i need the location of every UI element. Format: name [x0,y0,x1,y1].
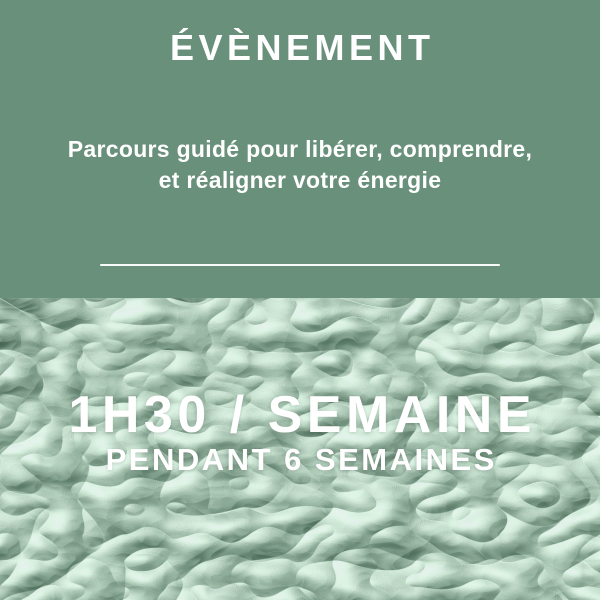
divider-line [100,264,500,266]
water-section [0,298,600,600]
header-section [0,0,600,298]
schedule-duration: 1H30 / SEMAINE [68,386,537,444]
schedule-frequency: PENDANT 6 SEMAINES [105,442,497,477]
event-subtitle [0,134,600,196]
event-title: ÉVÈNEMENT [169,27,435,68]
schedule-block [0,298,600,600]
event-subtitle-line2: et réaligner votre énergie [158,167,442,193]
event-subtitle-line1: Parcours guidé pour libérer, comprendre, [67,136,533,162]
